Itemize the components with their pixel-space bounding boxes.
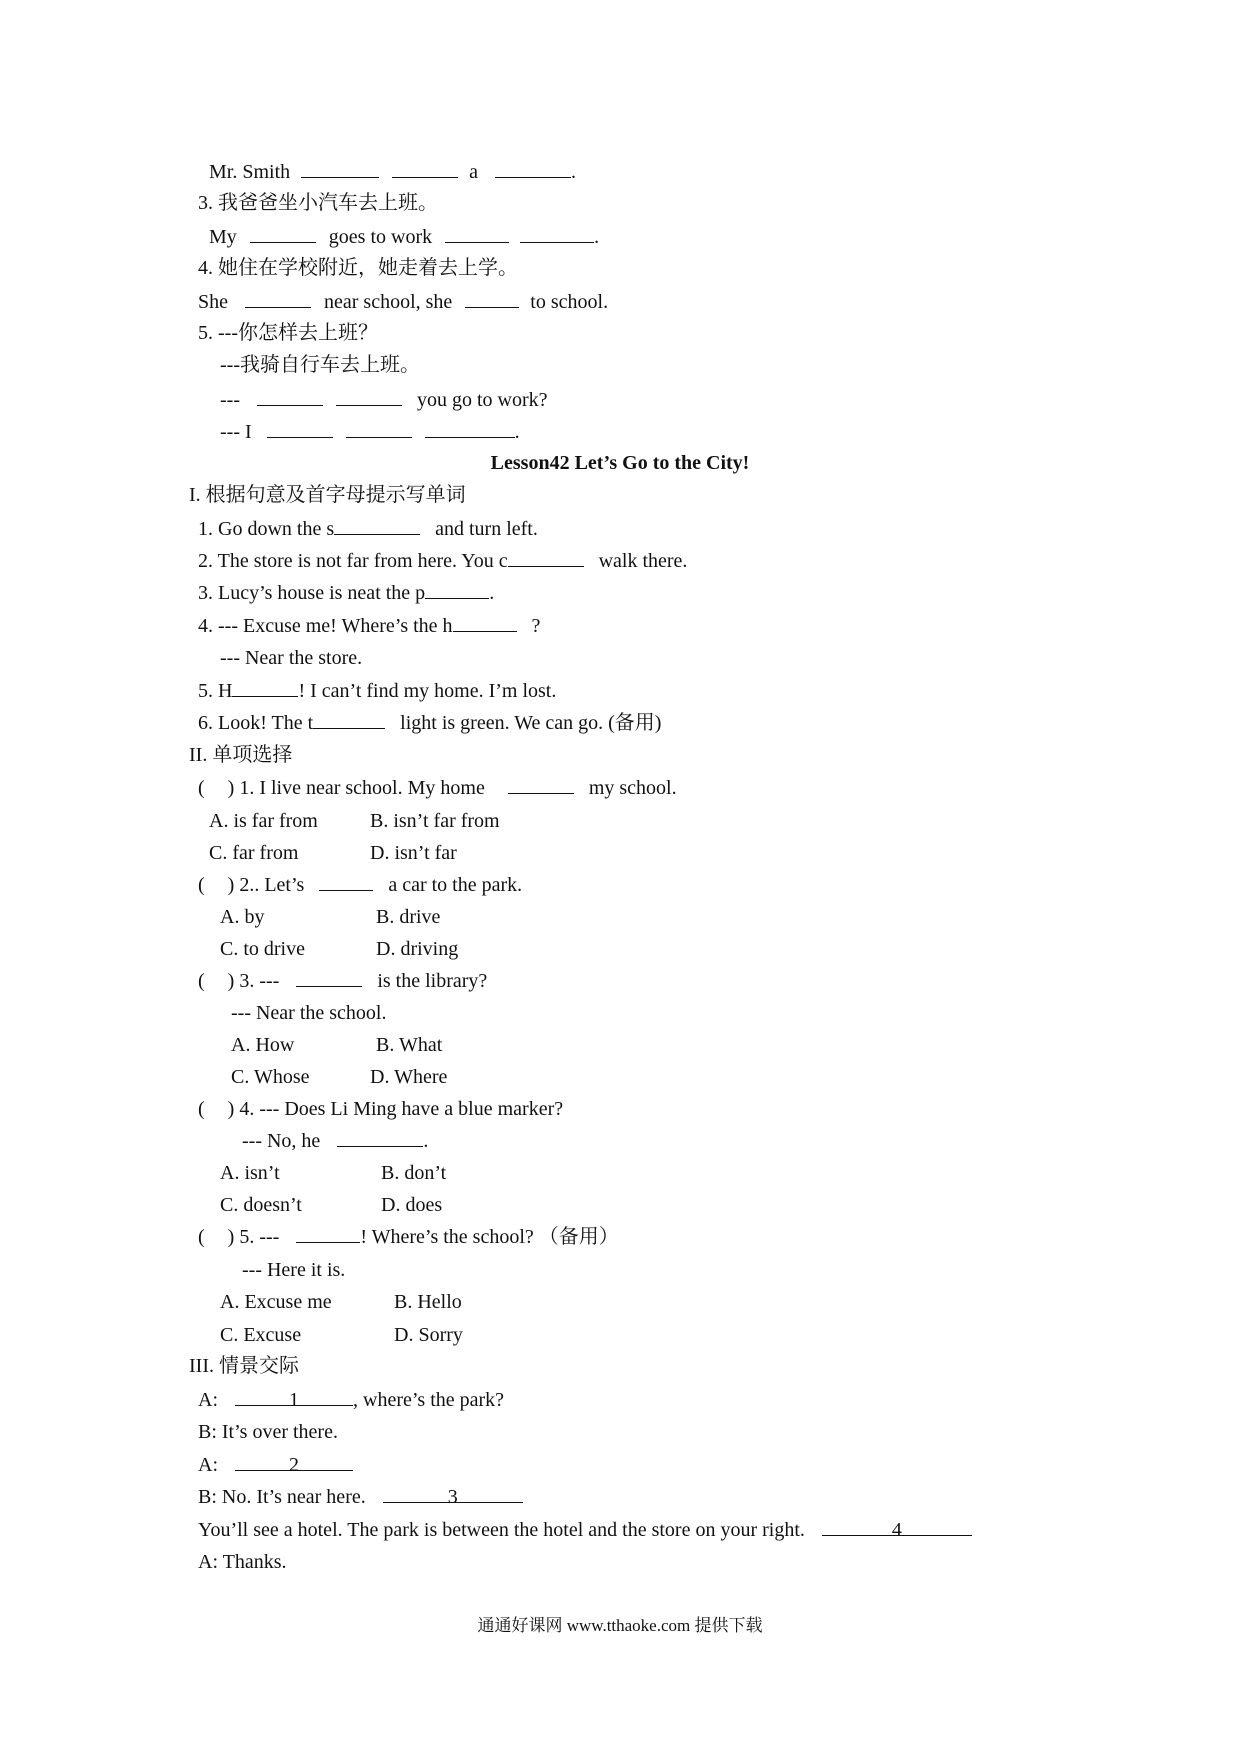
answer-blank[interactable] — [245, 289, 311, 308]
option-b: B. don’t — [381, 1162, 447, 1184]
answer-blank[interactable] — [301, 159, 379, 178]
option-d: D. isn’t far — [370, 842, 457, 864]
part1-item: 4. --- Excuse me! Where’s the h ? — [198, 615, 541, 637]
numbered-blank[interactable]: 2 — [235, 1452, 353, 1471]
numbered-blank[interactable]: 3 — [383, 1484, 523, 1503]
answer-blank[interactable] — [425, 419, 515, 438]
lesson-title: Lesson42 Let’s Go to the City! — [490, 452, 750, 474]
part1-item: 6. Look! The t light is green. We can go. (备用) — [198, 712, 662, 734]
part1-item: 2. The store is not far from here. You c walk there. — [198, 550, 688, 572]
option-c: C. Whose — [231, 1066, 310, 1088]
answer-blank[interactable] — [296, 968, 362, 987]
option-c: C. to drive — [220, 938, 305, 960]
answer-blank[interactable] — [465, 289, 519, 308]
answer-blank[interactable] — [336, 387, 402, 406]
part1-item: --- Near the store. — [220, 647, 363, 669]
dialog-line: A: 2 — [198, 1452, 353, 1478]
part3-heading: III. 情景交际 — [189, 1355, 299, 1377]
mc-question: ( ) 5. --- ! Where’s the school? （备用） — [198, 1226, 619, 1248]
option-c: C. Excuse — [220, 1324, 302, 1346]
answer-blank[interactable] — [250, 224, 316, 243]
answer-blank[interactable] — [508, 548, 584, 567]
dialog-line: B: It’s over there. — [198, 1421, 338, 1443]
option-c: C. doesn’t — [220, 1194, 302, 1216]
part1-item: 3. Lucy’s house is neat the p . — [198, 582, 495, 604]
answer-blank[interactable] — [392, 159, 458, 178]
numbered-blank[interactable]: 4 — [822, 1517, 972, 1536]
part2-heading: II. 单项选择 — [189, 744, 293, 766]
q5-english-answer: --- I . — [220, 421, 520, 443]
option-d: D. Where — [370, 1066, 448, 1088]
q5-chinese-answer: ---我骑自行车去上班。 — [220, 354, 420, 376]
q5-chinese-question: 5. ---你怎样去上班？ — [198, 322, 378, 344]
option-d: D. does — [381, 1194, 443, 1216]
q4-chinese: 4. 她住在学校附近，她走着去上学。 — [198, 257, 518, 279]
option-b: B. Hello — [394, 1291, 462, 1313]
q5-english-question: --- you go to work? — [220, 389, 548, 411]
option-a: A. by — [220, 906, 265, 928]
mc-reply: --- Near the school. — [231, 1002, 387, 1024]
answer-blank[interactable] — [334, 516, 420, 535]
answer-blank[interactable] — [508, 775, 574, 794]
mc-question: ( ) 3. --- is the library? — [198, 970, 488, 992]
mc-question: ( ) 4. --- Does Li Ming have a blue marker? — [198, 1098, 564, 1120]
dialog-line: You’ll see a hotel. The park is between the hotel and the store on your right. 4 — [198, 1517, 972, 1543]
option-b: B. What — [376, 1034, 443, 1056]
answer-blank[interactable] — [520, 224, 594, 243]
option-a: A. is far from — [209, 810, 318, 832]
page-footer: 通通好课网 www.tthaoke.com 提供下载 — [477, 1616, 763, 1635]
mc-question: ( ) 1. I live near school. My home my school. — [198, 777, 677, 799]
mr-smith-line: Mr. Smith a . — [209, 161, 577, 183]
answer-blank[interactable] — [232, 678, 298, 697]
answer-blank[interactable] — [495, 159, 571, 178]
mc-reply: --- Here it is. — [242, 1259, 346, 1281]
answer-blank[interactable] — [296, 1224, 360, 1243]
option-b: B. isn’t far from — [370, 810, 500, 832]
option-c: C. far from — [209, 842, 299, 864]
answer-blank[interactable] — [267, 419, 333, 438]
answer-blank[interactable] — [453, 613, 517, 632]
answer-blank[interactable] — [319, 872, 373, 891]
option-b: B. drive — [376, 906, 441, 928]
answer-blank[interactable] — [425, 580, 489, 599]
answer-blank[interactable] — [337, 1128, 423, 1147]
dialog-line: A: 1 , where’s the park? — [198, 1389, 505, 1411]
part1-item: 1. Go down the s and turn left. — [198, 518, 538, 540]
option-a: A. Excuse me — [220, 1291, 332, 1313]
part1-heading: I. 根据句意及首字母提示写单词 — [189, 484, 466, 506]
mc-question: ( ) 2.. Let’s a car to the park. — [198, 874, 523, 896]
q3-english: My goes to work . — [209, 226, 600, 248]
mc-reply: --- No, he . — [242, 1130, 429, 1152]
part1-item: 5. H ! I can’t find my home. I’m lost. — [198, 680, 557, 702]
answer-blank[interactable] — [313, 710, 385, 729]
dialog-line: A: Thanks. — [198, 1551, 287, 1573]
numbered-blank[interactable]: 1 — [235, 1387, 353, 1406]
q4-english: She near school, she to school. — [198, 291, 609, 313]
answer-blank[interactable] — [257, 387, 323, 406]
option-d: D. driving — [376, 938, 459, 960]
dialog-line: B: No. It’s near here. 3 — [198, 1484, 523, 1510]
option-a: A. How — [231, 1034, 295, 1056]
option-a: A. isn’t — [220, 1162, 280, 1184]
q3-chinese: 3. 我爸爸坐小汽车去上班。 — [198, 192, 438, 214]
answer-blank[interactable] — [445, 224, 509, 243]
answer-blank[interactable] — [346, 419, 412, 438]
option-d: D. Sorry — [394, 1324, 463, 1346]
